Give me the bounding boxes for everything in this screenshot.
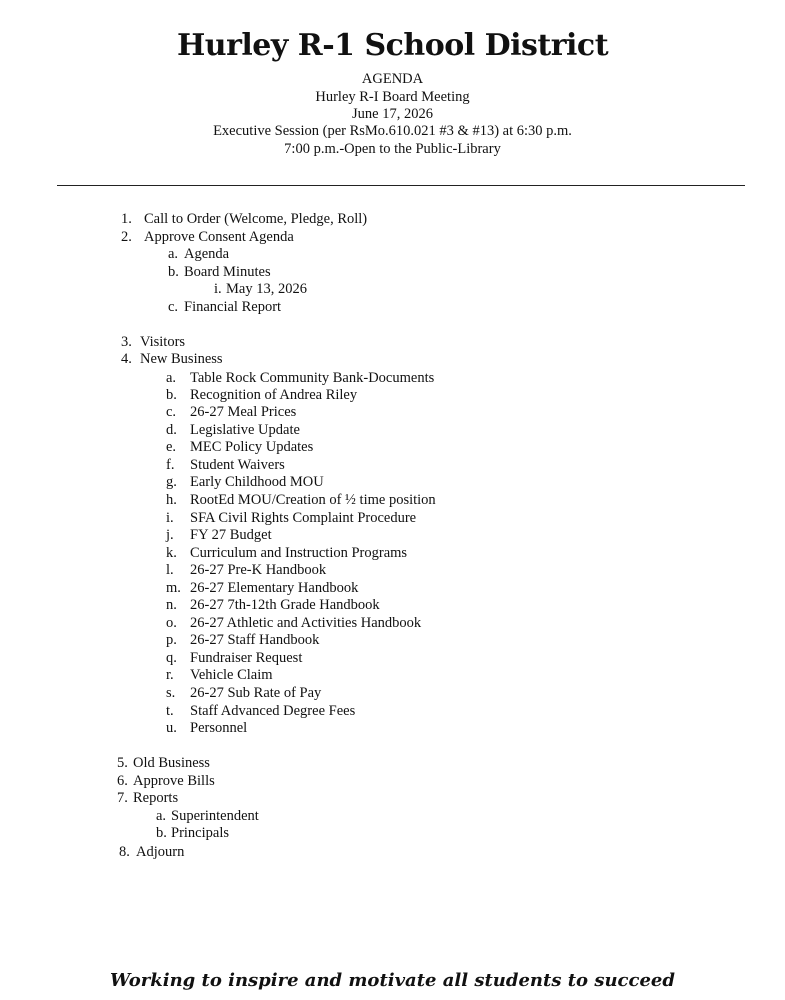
agenda-subitem xyxy=(166,702,355,720)
item-marker: 2. xyxy=(121,229,132,245)
item-text: Visitors xyxy=(140,334,186,350)
item-text: MEC Policy Updates xyxy=(190,439,314,455)
agenda-subitem xyxy=(168,263,271,281)
item-text: 26-27 Staff Handbook xyxy=(190,632,320,648)
item-marker: s. xyxy=(166,685,176,701)
item-marker: e. xyxy=(166,439,177,455)
agenda-item xyxy=(121,350,223,368)
item-text: 26-27 Pre-K Handbook xyxy=(190,562,327,578)
item-marker: n. xyxy=(166,597,177,613)
item-text: Adjourn xyxy=(136,844,185,860)
item-marker: b. xyxy=(156,825,167,841)
item-text: Recognition of Andrea Riley xyxy=(190,387,358,403)
item-marker: p. xyxy=(166,632,177,648)
agenda-item xyxy=(117,772,215,790)
agenda-subitem xyxy=(166,509,416,527)
item-marker: a. xyxy=(168,246,179,262)
item-text: Call to Order (Welcome, Pledge, Roll) xyxy=(144,211,368,227)
agenda-subitem xyxy=(166,561,326,579)
item-marker: q. xyxy=(166,650,177,666)
item-marker: u. xyxy=(166,720,177,736)
item-text: RootEd MOU/Creation of ½ time position xyxy=(190,492,436,508)
item-text: Legislative Update xyxy=(190,422,300,438)
item-text: Table Rock Community Bank-Documents xyxy=(190,370,435,386)
item-marker: c. xyxy=(168,299,179,315)
item-marker: i. xyxy=(166,510,174,526)
item-text: 26-27 7th-12th Grade Handbook xyxy=(190,597,380,613)
item-text: Financial Report xyxy=(184,299,282,315)
agenda-item xyxy=(117,754,210,772)
item-marker: 3. xyxy=(121,334,132,350)
meeting-date: June 17, 2026 xyxy=(352,106,433,122)
agenda-subitem xyxy=(166,649,302,667)
header-divider xyxy=(57,185,745,186)
item-marker: 8. xyxy=(119,844,130,860)
agenda-subitem xyxy=(166,386,357,404)
item-marker: r. xyxy=(166,667,174,683)
executive-session-line: Executive Session (per RsMo.610.021 #3 & #13) at 6:30 p.m. xyxy=(213,123,572,139)
item-marker: j. xyxy=(166,527,174,543)
item-text: SFA Civil Rights Complaint Procedure xyxy=(190,510,417,526)
item-marker: m. xyxy=(166,580,181,596)
agenda-item xyxy=(121,333,185,351)
item-text: Staff Advanced Degree Fees xyxy=(190,703,356,719)
agenda-subitem xyxy=(168,298,281,316)
agenda-subitem xyxy=(166,579,358,597)
item-text: Approve Bills xyxy=(133,773,215,789)
district-title: Hurley R-1 School District xyxy=(176,28,609,63)
item-marker: i. xyxy=(214,281,222,297)
agenda-subitem xyxy=(166,456,285,474)
item-marker: 6. xyxy=(117,773,128,789)
item-marker: d. xyxy=(166,422,177,438)
item-text: Superintendent xyxy=(171,808,259,824)
agenda-subitem xyxy=(166,421,300,439)
district-motto: Working to inspire and motivate all students to succeed xyxy=(110,970,675,991)
item-marker: a. xyxy=(166,370,177,386)
item-marker: 4. xyxy=(121,351,132,367)
item-text: 26-27 Sub Rate of Pay xyxy=(190,685,322,701)
item-text: Curriculum and Instruction Programs xyxy=(190,545,408,561)
item-marker: b. xyxy=(168,264,179,280)
agenda-heading: AGENDA xyxy=(361,71,424,87)
item-marker: 5. xyxy=(117,755,128,771)
agenda-item xyxy=(119,843,184,861)
item-text: Vehicle Claim xyxy=(190,667,273,683)
agenda-subitem xyxy=(166,473,324,491)
agenda-item xyxy=(117,789,178,807)
item-text: New Business xyxy=(140,351,223,367)
agenda-subitem xyxy=(168,245,229,263)
item-text: 26-27 Elementary Handbook xyxy=(190,580,359,596)
item-text: May 13, 2026 xyxy=(226,281,307,297)
agenda-subitem xyxy=(166,614,421,632)
item-text: Student Waivers xyxy=(190,457,285,473)
item-text: Board Minutes xyxy=(184,264,271,280)
agenda-subsubitem xyxy=(214,280,307,298)
agenda-subitem xyxy=(166,369,434,387)
item-marker: f. xyxy=(166,457,175,473)
item-text: 26-27 Athletic and Activities Handbook xyxy=(190,615,422,631)
agenda-subitem xyxy=(166,403,296,421)
item-text: Personnel xyxy=(190,720,248,736)
item-text: Approve Consent Agenda xyxy=(144,229,294,245)
public-session-line: 7:00 p.m.-Open to the Public-Library xyxy=(284,141,501,157)
agenda-item xyxy=(121,228,294,246)
item-marker: o. xyxy=(166,615,177,631)
item-marker: t. xyxy=(166,703,174,719)
agenda-subitem xyxy=(166,526,272,544)
item-marker: h. xyxy=(166,492,177,508)
agenda-subitem xyxy=(156,807,259,825)
item-marker: b. xyxy=(166,387,177,403)
agenda-subitem xyxy=(166,684,321,702)
agenda-subitem xyxy=(166,719,247,737)
agenda-subitem xyxy=(166,544,407,562)
item-text: Reports xyxy=(133,790,179,806)
item-text: 26-27 Meal Prices xyxy=(190,404,297,420)
item-text: Old Business xyxy=(133,755,210,771)
item-marker: 1. xyxy=(121,211,132,227)
item-marker: k. xyxy=(166,545,177,561)
agenda-subitem xyxy=(166,596,380,614)
agenda-subitem xyxy=(166,438,313,456)
item-text: Fundraiser Request xyxy=(190,650,303,666)
item-marker: g. xyxy=(166,474,177,490)
agenda-subitem xyxy=(156,824,229,842)
agenda-subitem xyxy=(166,631,319,649)
item-marker: 7. xyxy=(117,790,128,806)
agenda-subitem xyxy=(166,491,436,509)
item-text: Agenda xyxy=(184,246,230,262)
item-marker: a. xyxy=(156,808,167,824)
item-marker: l. xyxy=(166,562,174,578)
item-marker: c. xyxy=(166,404,177,420)
item-text: FY 27 Budget xyxy=(190,527,272,543)
agenda-subitem xyxy=(166,666,273,684)
agenda-item xyxy=(121,210,367,228)
item-text: Early Childhood MOU xyxy=(190,474,324,490)
item-text: Principals xyxy=(171,825,229,841)
meeting-name: Hurley R-I Board Meeting xyxy=(315,89,470,105)
